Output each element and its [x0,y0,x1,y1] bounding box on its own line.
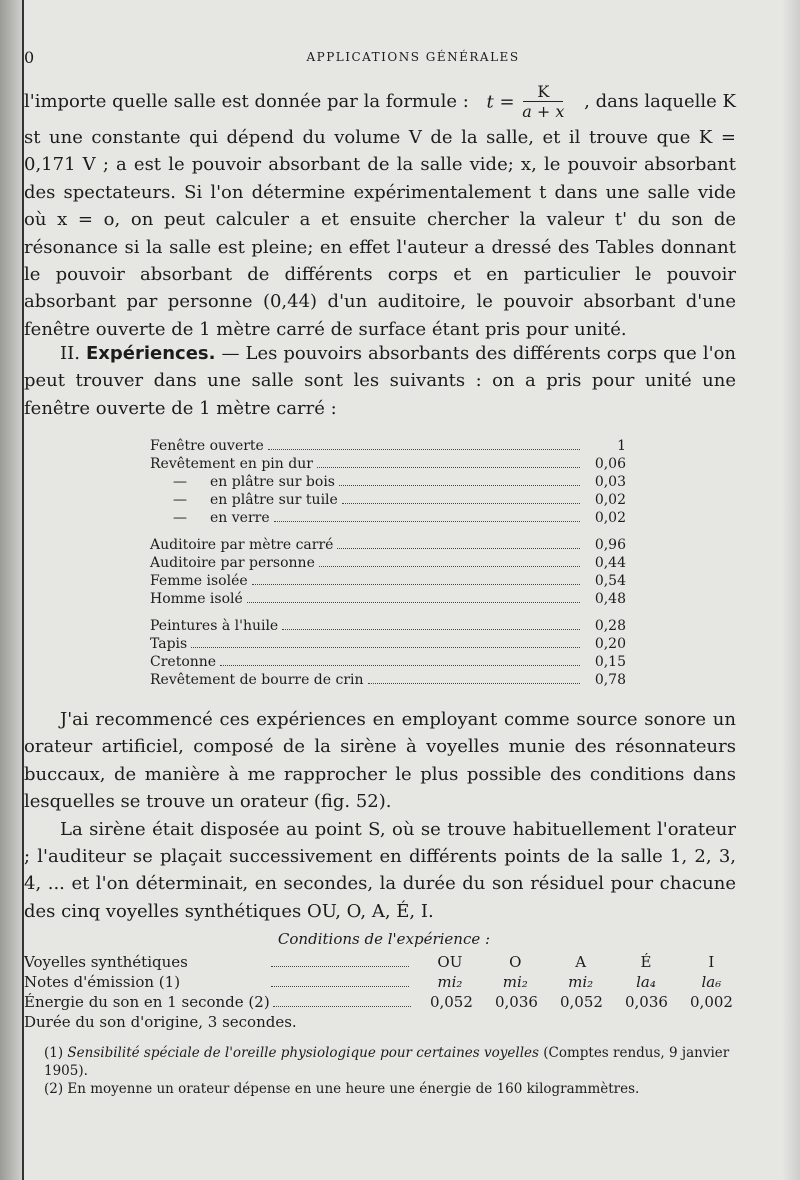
page-edge-shadow [782,0,800,1180]
conditions-cell: 0,052 [429,993,473,1011]
absorption-label: — en verre [173,510,270,526]
absorption-label: Tapis [150,636,188,652]
absorption-label: Peintures à l'huile [150,618,279,634]
conditions-cell: É [640,953,652,971]
conditions-label: Durée du son d'origine, 3 secondes. [24,1013,297,1031]
book-page [22,0,800,1180]
conditions-cell: la₄ [636,973,656,991]
conditions-label: Voyelles synthétiques [24,953,188,971]
absorption-row [150,590,626,608]
absorption-row [150,437,626,455]
formula-fraction [522,83,564,122]
conditions-cell: O [509,953,522,971]
absorption-value: 0,06 [594,456,626,472]
conditions-cell: mi₂ [502,973,528,991]
paragraph-orator: J'ai recommencé ces expériences en employant comme source sonore un orateur artificiel, composé de la sirène à voyelles munie des résonnateurs buccaux, de manière à me rapprocher le plus possible des conditions dans lesquelles se trouve un orateur (fig. 52). [24,709,736,813]
absorption-value: 0,02 [594,492,626,508]
conditions-row [24,992,744,1012]
absorption-value: 0,02 [594,510,626,526]
absorption-row [150,536,626,554]
conditions-cell: mi₂ [437,973,463,991]
conditions-title: Conditions de l'expérience : [277,930,491,948]
absorption-row [150,671,626,689]
conditions-label: Notes d'émission (1) [24,973,181,991]
absorption-label: — en plâtre sur bois [173,474,335,490]
page-number: 0 [24,48,35,67]
absorption-value: 0,28 [594,618,626,634]
paragraph-formula-body: st une constante qui dépend du volume V de la salle, et il trouve que K = 0,171 V ; a est le pouvoir absorbant de la salle vide; x, le pouvoir absorbant des spectateurs. Si l'on détermine expérimentalement t dans une salle vide où x = o, on peut calculer a et ensuite chercher la valeur t' du son de résonance si la salle est pleine; en effet l'auteur a dressé des Tables donnant le pouvoir absorbant de différents corps et en particulier le pouvoir absorbant par personne (0,44) d'un auditoire, le pouvoir absorbant d'une fenêtre ouverte de 1 mètre carré de surface étant pris pour unité. [24,127,736,340]
absorption-row [150,455,626,473]
absorption-value: 0,48 [594,591,626,607]
absorption-row [150,572,626,590]
absorption-label: Revêtement en pin dur [150,456,313,472]
absorption-value: 0,44 [594,555,626,571]
absorption-row [150,509,626,527]
section-experiences [24,340,736,422]
formula [487,83,567,122]
absorption-table [150,437,626,689]
absorption-label: — en plâtre sur tuile [173,492,338,508]
absorption-row [150,635,626,653]
absorption-row [150,554,626,572]
absorption-row [150,473,626,491]
conditions-cell: A [575,953,587,971]
conditions-cell: 0,052 [559,993,603,1011]
page-header [24,48,800,68]
absorption-value: 0,96 [594,537,626,553]
formula-line-text: l'importe quelle salle est donnée par la formule : [24,91,469,113]
book-gutter [0,0,22,1180]
conditions-cell: la₆ [701,973,722,991]
running-title: APPLICATIONS GÉNÉRALES [306,50,520,64]
conditions-cell: 0,036 [494,993,538,1011]
section-number: II. [60,343,80,364]
conditions-row [24,1012,744,1032]
conditions-table [24,952,744,1032]
absorption-value: 0,78 [594,672,626,688]
absorption-label: Fenêtre ouverte [150,438,264,454]
absorption-value: 0,15 [594,654,626,670]
absorption-row [150,653,626,671]
absorption-value: 0,20 [594,636,626,652]
formula-numerator: K [523,83,563,102]
conditions-cell: OU [437,953,463,971]
conditions-cell: mi₂ [568,973,594,991]
paragraph-siren: La sirène était disposée au point S, où se trouve habituellement l'orateur ; l'auditeur se plaçait successivement en différents points de la salle 1, 2, 3, 4, ... et l'on déterminait, en secondes, la durée du son résiduel pour chacune des cinq voyelles synthétiques OU, O, A, É, I. [24,818,736,922]
absorption-row [150,617,626,635]
absorption-label: Auditoire par personne [150,555,315,571]
conditions-cell: 0,036 [625,993,668,1011]
conditions-row [24,952,744,972]
absorption-value: 1 [617,438,626,454]
conditions-cell: 0,002 [690,993,733,1011]
footnotes [44,1044,744,1098]
conditions-label: Énergie du son en 1 seconde (2) [24,993,270,1011]
conditions-cell: I [708,953,715,971]
paragraph-formula [24,80,736,343]
absorption-label: Homme isolé [150,591,243,607]
formula-lhs: t = [486,91,515,112]
section-title: Expériences. [85,343,216,364]
absorption-label: Cretonne [150,654,217,670]
formula-line-after: , dans laquelle K [584,91,736,113]
paragraphs-experiment [24,706,736,925]
section-intro: — Les pouvoirs absorbants des différents corps que l'on peut trouver dans une salle sont les suivants : on a pris pour unité une fenêtre ouverte de 1 mètre carré : [24,343,736,419]
formula-denominator: a + x [522,101,565,121]
absorption-value: 0,54 [594,573,626,589]
conditions-row [24,972,744,992]
footnote-1: (1) Sensibilité spéciale de l'oreille physiologique pour certaines voyelles (Comptes rendus, 9 janvier 1905). [44,1045,730,1079]
absorption-value: 0,03 [594,474,626,490]
absorption-label: Femme isolée [150,573,248,589]
absorption-label: Auditoire par mètre carré [150,537,334,553]
absorption-row [150,491,626,509]
footnote-2: (2) En moyenne un orateur dépense en une heure une énergie de 160 kilogrammètres. [44,1081,640,1097]
absorption-label: Revêtement de bourre de crin [150,672,364,688]
